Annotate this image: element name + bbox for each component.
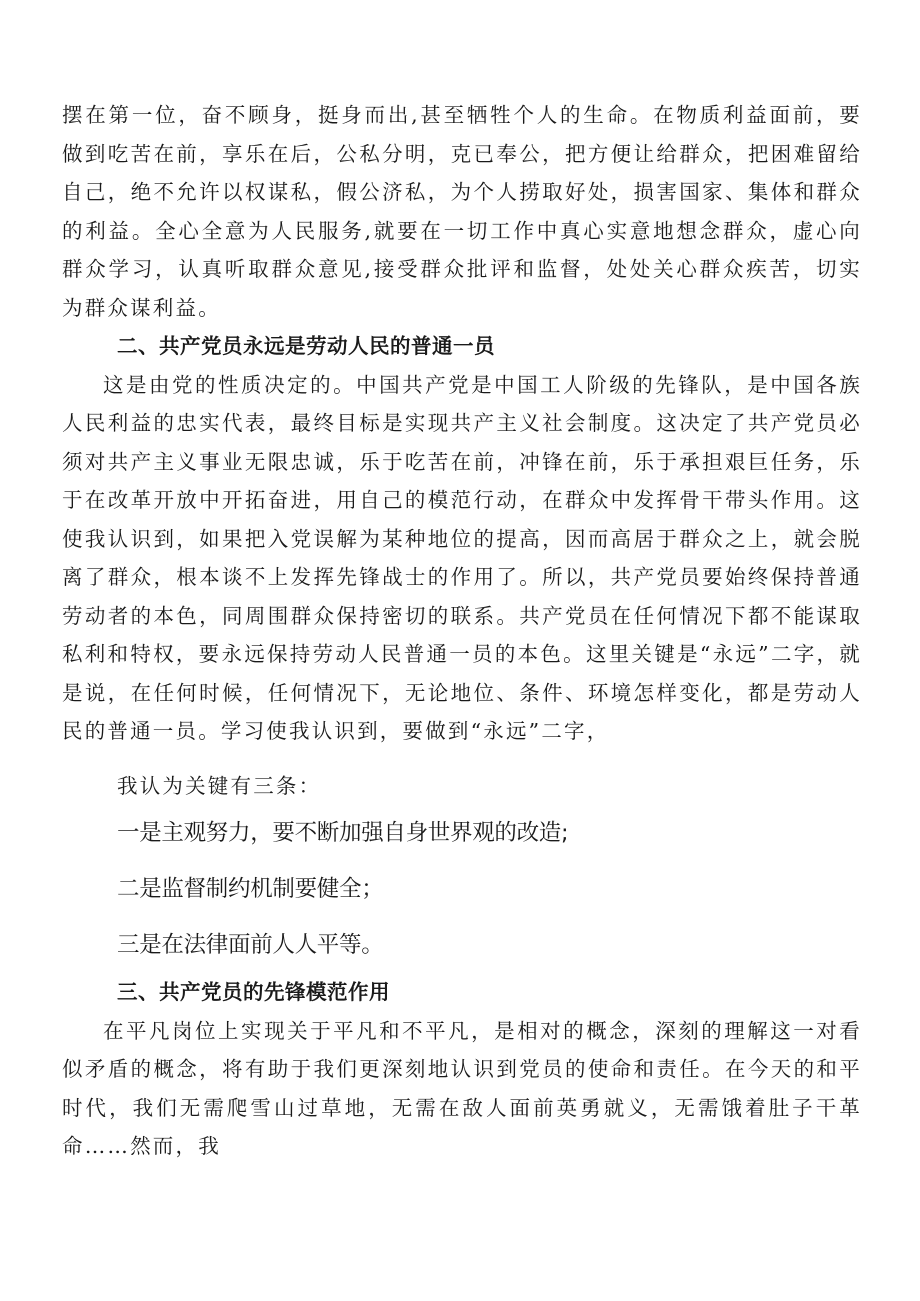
paragraph-pioneer-role: 在平凡岗位上实现关于平凡和不平凡，是相对的概念，深刻的理解这一对看似矛盾的概念，将有助于我们更深刻地认识到党员的使命和责任。在今天的和平时代，我们无需爬雪山过草地，无需在敌人面前英勇就义，无需饿着肚子干革命……然而，我 bbox=[62, 1018, 862, 1158]
key-points-intro: 我认为关键有三条： bbox=[117, 773, 322, 798]
list-item: 三是在法律面前人人平等。 bbox=[117, 932, 384, 958]
document-page bbox=[62, 96, 862, 1166]
paragraph-serve-people: 摆在第一位，奋不顾身，挺身而出,甚至牺牲个人的生命。在物质利益面前，要做到吃苦在前，享乐在后，公私分明，克已奉公，把方便让给群众，把困难留给自己，绝不允许以权谋私，假公济私，为个人捞取好处，损害国家、集体和群众的利益。全心全意为人民服务,就要在一切工作中真心实意地想念群众，虚心向群众学习，认真听取群众意见,接受群众批评和监督，处处关心群众疾苦，切实为群众谋利益。 bbox=[62, 103, 862, 320]
list-item: 一是主观努力，要不断加强自身世界观的改造; bbox=[117, 820, 569, 846]
key-points-list bbox=[62, 805, 862, 973]
paragraph-party-nature: 这是由党的性质决定的。中国共产党是中国工人阶级的先锋队，是中国各族人民利益的忠实代表，最终目标是实现共产主义社会制度。这决定了共产党员必须对共产主义事业无限忠诚，乐于吃苦在前，冲锋在前，乐于承担艰巨任务，乐于在改革开放中开拓奋进，用自己的模范行动，在群众中发挥骨干带头作用。这使我认识到，如果把入党误解为某种地位的提高，因而高居于群众之上，就会脱离了群众，根本谈不上发挥先锋战士的作用了。所以，共产党员要始终保持普通劳动者的本色，同周围群众保持密切的联系。共产党员在任何情况下都不能谋取私利和特权，要永远保持劳动人民普通一员的本色。这里关键是“永远”二字，就是说，在任何时候，任何情况下，无论地位、条件、环境怎样变化，都是劳动人民的普通一员。学习使我认识到，要做到“永远”二字， bbox=[62, 372, 862, 743]
list-item: 二是监督制约机制要健全； bbox=[117, 876, 384, 902]
spacer bbox=[62, 751, 862, 767]
section-heading-3: 三、共产党员的先锋模范作用 bbox=[117, 980, 390, 1004]
section-heading-2: 二、共产党员永远是劳动人民的普通一员 bbox=[117, 334, 495, 358]
